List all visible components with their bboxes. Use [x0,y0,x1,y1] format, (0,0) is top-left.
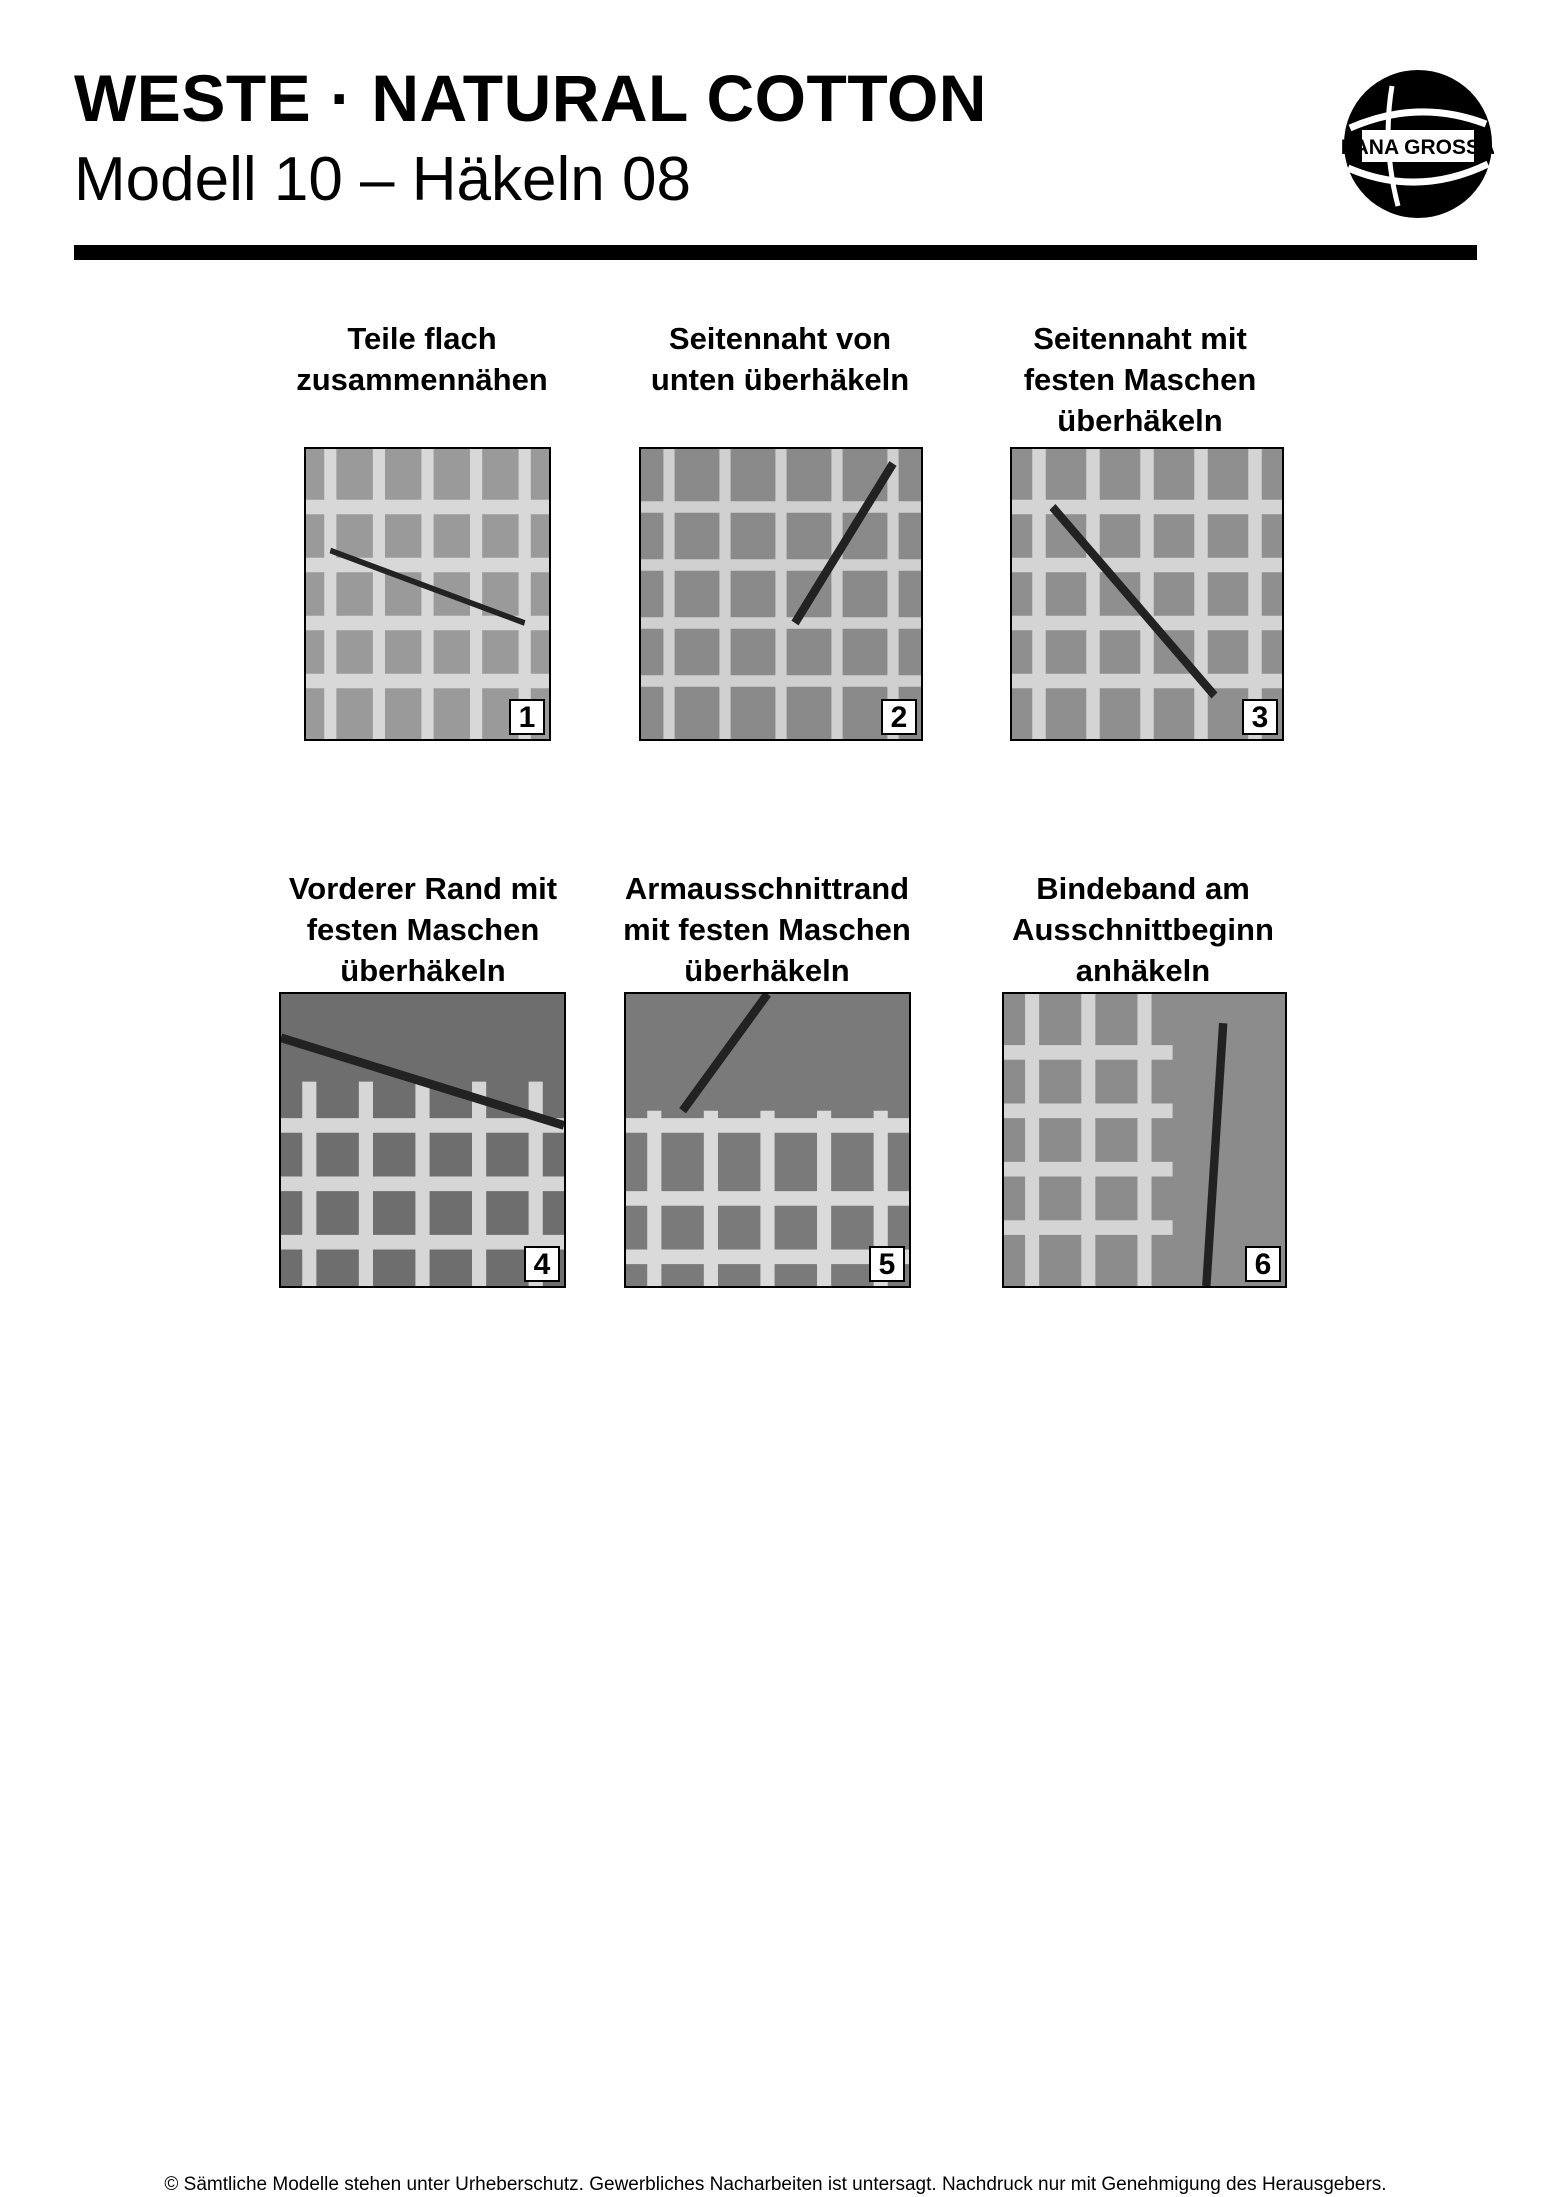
page-subtitle: Modell 10 – Häkeln 08 [74,145,691,214]
step-4-caption [253,868,593,991]
step-2-photo [639,447,923,741]
lana-grossa-logo [1342,68,1494,220]
seam-photo-icon [306,449,549,739]
step-1-number: 1 [509,699,545,735]
step-4-photo [279,992,566,1288]
header-divider [74,245,1477,260]
crochet-hook-photo-icon [1004,994,1285,1286]
crochet-hook-photo-icon [641,449,921,739]
step-5-photo [624,992,911,1288]
caption-line: zusammennähen [296,362,548,397]
step-5-caption [597,868,937,991]
crochet-hook-photo-icon [1012,449,1282,739]
caption-line: überhäkeln [1057,403,1223,438]
step-1-photo [304,447,551,741]
step-1-caption [252,318,592,400]
step-2-caption [610,318,950,400]
caption-line: Seitennaht von [668,321,892,356]
caption-line: festen Maschen [306,912,540,947]
caption-line: Bindeband am [1036,871,1250,906]
step-6-number: 6 [1245,1246,1281,1282]
caption-line: unten überhäkeln [650,362,910,397]
caption-line: anhäkeln [1075,953,1211,988]
caption-line: überhäkeln [684,953,850,988]
step-3-number: 3 [1242,699,1278,735]
caption-line: festen Maschen [1023,362,1257,397]
caption-line: Teile flach [347,321,497,356]
caption-line: Ausschnittbeginn [1012,912,1274,947]
caption-line: überhäkeln [340,953,506,988]
page-title: WESTE · NATURAL COTTON [74,61,987,135]
step-3-photo [1010,447,1284,741]
step-3-caption [970,318,1310,441]
copyright-footer: © Sämtliche Modelle stehen unter Urheberschutz. Gewerbliches Nacharbeiten ist untersagt. Nachdruck nur mit Genehmigung des Herausgebers. [164,2174,1387,2195]
step-6-caption [973,868,1313,991]
caption-line: Seitennaht mit [1033,321,1247,356]
crochet-hook-photo-icon [281,994,564,1286]
caption-line: mit festen Maschen [623,912,911,947]
step-5-number: 5 [869,1246,905,1282]
caption-line: Armausschnittrand [624,871,910,906]
caption-line: Vorderer Rand mit [288,871,558,906]
step-4-number: 4 [524,1246,560,1282]
logo-text: LANA GROSSA [1342,136,1494,159]
step-6-photo [1002,992,1287,1288]
step-2-number: 2 [881,699,917,735]
crochet-hook-photo-icon [626,994,909,1286]
